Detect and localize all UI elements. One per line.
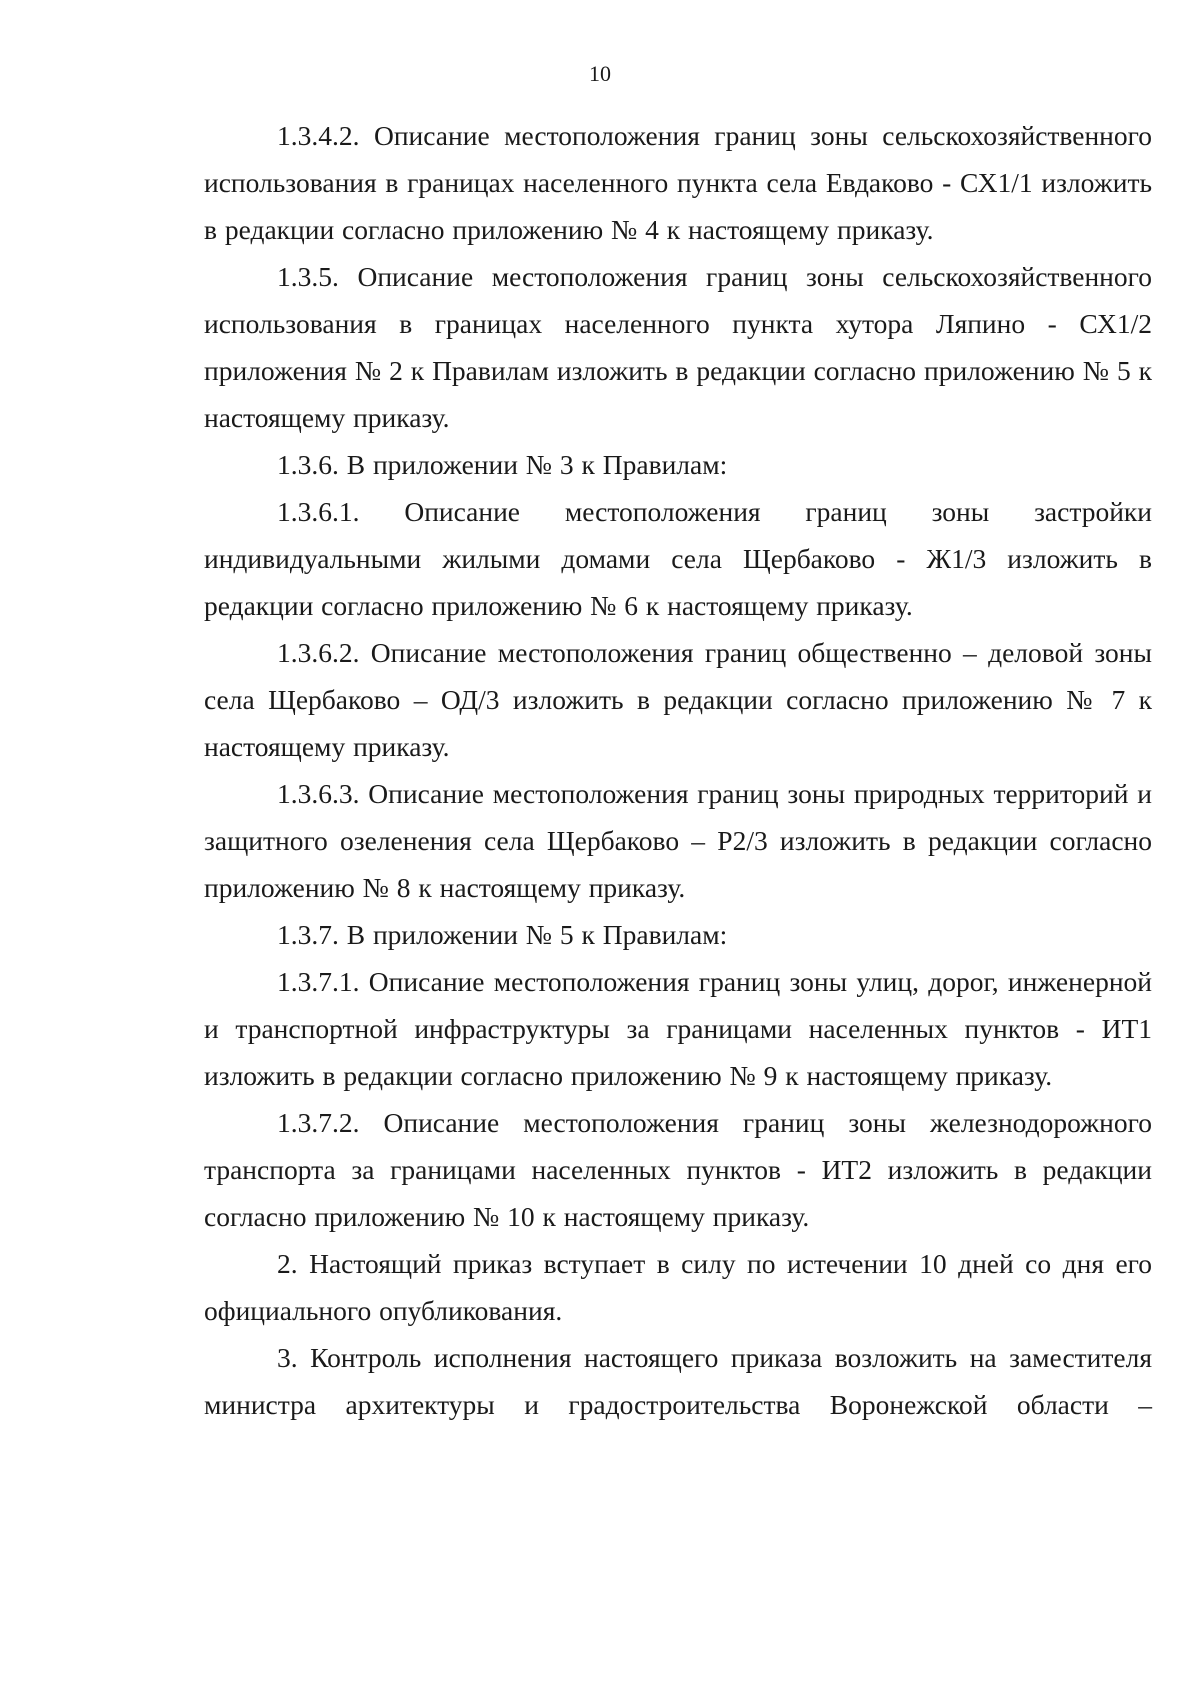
paragraph-1-3-6-2: 1.3.6.2. Описание местоположения границ общественно – деловой зоны села Щербаково – ОД/3 изложить в редакции согласно приложению № 7 к настоящему приказу. [204,637,1152,762]
paragraph-1-3-7: 1.3.7. В приложении № 5 к Правилам: [277,919,728,950]
document-body [204,112,1152,1428]
paragraph-1-3-7-2: 1.3.7.2. Описание местоположения границ зоны железнодорожного транспорта за границами населенных пунктов - ИТ2 изложить в редакции согласно приложению № 10 к настоящему приказу. [204,1107,1152,1232]
paragraph-2: 2. Настоящий приказ вступает в силу по истечении 10 дней со дня его официального опубликования. [204,1248,1152,1326]
paragraph-3: 3. Контроль исполнения настоящего приказа возложить на заместителя министра архитектуры и градостроительства Воронежской области – [204,1342,1152,1420]
paragraph-1-3-6: 1.3.6. В приложении № 3 к Правилам: [277,449,728,480]
page-number: 10 [589,61,611,86]
paragraph-1-3-7-1: 1.3.7.1. Описание местоположения границ зоны улиц, дорог, инженерной и транспортной инфраструктуры за границами населенных пунктов - ИТ1 изложить в редакции согласно приложению № 9 к настоящему приказу. [204,966,1152,1091]
paragraph-1-3-6-3: 1.3.6.3. Описание местоположения границ зоны природных территорий и защитного озеленения села Щербаково – Р2/3 изложить в редакции согласно приложению № 8 к настоящему приказу. [204,778,1152,903]
paragraph-1-3-5: 1.3.5. Описание местоположения границ зоны сельскохозяйственного использования в границах населенного пункта хутора Ляпино - СХ1/2 приложения № 2 к Правилам изложить в редакции согласно приложению № 5 к настоящему приказу. [204,261,1152,433]
paragraph-1-3-4-2: 1.3.4.2. Описание местоположения границ зоны сельскохозяйственного использования в границах населенного пункта села Евдаково - СХ1/1 изложить в редакции согласно приложению № 4 к настоящему приказу. [204,120,1152,245]
paragraph-1-3-6-1: 1.3.6.1. Описание местоположения границ зоны застройки индивидуальными жилыми домами села Щербаково - Ж1/3 изложить в редакции согласно приложению № 6 к настоящему приказу. [204,496,1152,621]
